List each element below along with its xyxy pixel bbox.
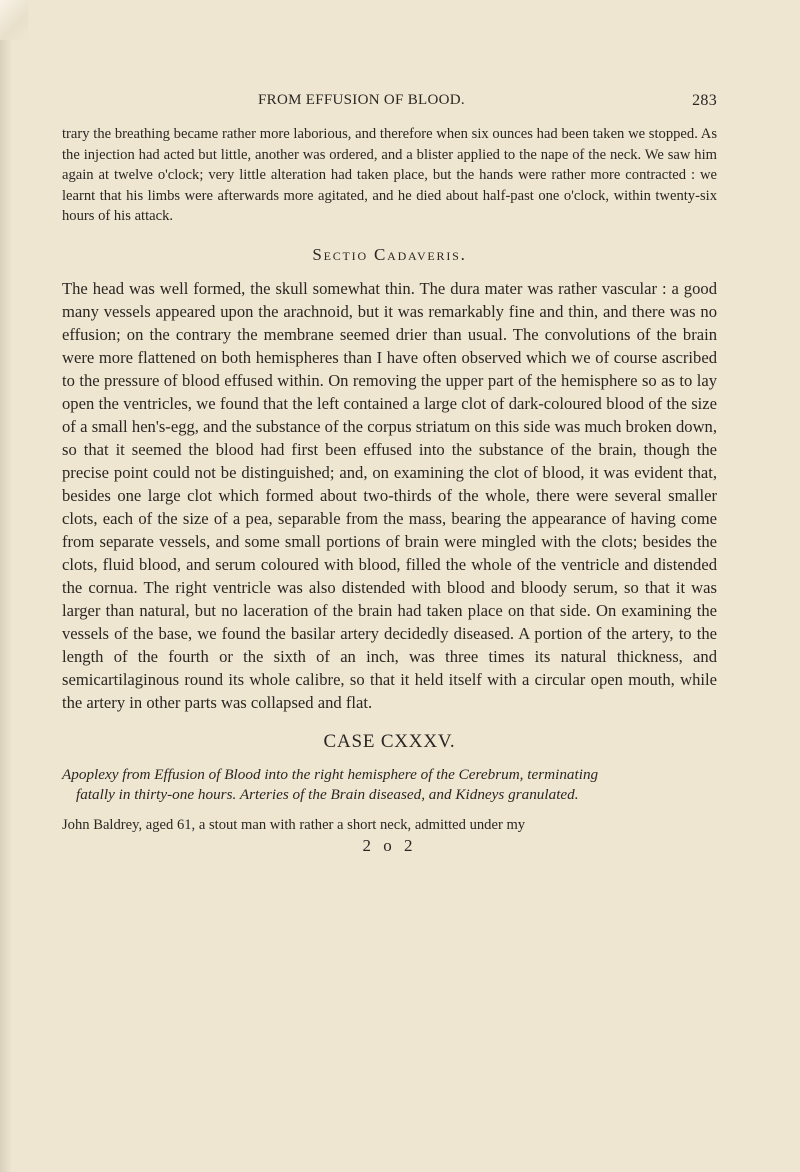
case-subtitle <box>62 765 717 805</box>
section-heading: Sectio Cadaveris. <box>312 244 467 264</box>
paper-edge <box>0 0 12 1172</box>
page-fold <box>0 0 28 40</box>
post-mortem-paragraph: The head was well formed, the skull somewhat thin. The dura mater was rather vascular : a good many vessels appeared upon the arachnoid, but it was remarkably fine and thin, and there was no effusion; on the contrary the membrane seemed drier than usual. The convolutions of the brain were more flattened on both hemispheres than I have often observed which we of course ascribed to the pressure of blood effused within. On removing the upper part of the hemisphere so as to lay open the ventricles, we found that the left contained a large clot of dark-coloured blood of the size of a small hen's-egg, and the substance of the corpus striatum on this side was much broken down, so that it seemed the blood had first been effused into the substance of the brain, though the precise point could not be distinguished; and, on examining the clot of blood, it was evident that, besides one large clot which formed about two-thirds of the whole, there were several smaller clots, each of the size of a pea, separable from the mass, bearing the appearance of having come from separate vessels, and some small portions of brain were mingled with the clots; besides the clots, fluid blood, and serum coloured with blood, filled the whole of the ventricle and distended the cornua. The right ventricle was also distended with blood and bloody serum, so that it was larger than natural, but no laceration of the brain had taken place on that side. On examining the vessels of the base, we found the basilar artery decidedly diseased. A portion of the artery, to the length of the fourth or the sixth of an inch, was three times its natural thickness, and semicartilaginous round its whole calibre, so that it held itself with a circular open mouth, while the artery in other parts was collapsed and flat. <box>62 278 717 712</box>
page-number: 283 <box>692 92 717 109</box>
book-page <box>62 92 717 856</box>
signature-mark: 2 o 2 <box>362 835 417 855</box>
case-heading: CASE CXXXV. <box>323 730 456 752</box>
running-title: FROM EFFUSION OF BLOOD. <box>258 92 465 108</box>
case-subtitle-line-2: fatally in thirty-one hours. Arteries of the Brain diseased, and Kidneys granulated. <box>76 785 579 803</box>
case-subtitle-line-1: Apoplexy from Effusion of Blood into the right hemisphere of the Cerebrum, terminating <box>62 765 599 783</box>
case-intro-paragraph: John Baldrey, aged 61, a stout man with rather a short neck, admitted under my <box>62 816 526 833</box>
continued-paragraph: trary the breathing became rather more laborious, and therefore when six ounces had been taken we stopped. As the injection had acted but little, another was ordered, and a blister applied to the nape of the neck. We saw him again at twelve o'clock; very little alteration had taken place, but the hands were rather more contracted : we learnt that his limbs were afterwards more agitated, and he died about half-past one o'clock, within twenty-six hours of his attack. <box>62 126 717 224</box>
running-head <box>62 92 717 114</box>
